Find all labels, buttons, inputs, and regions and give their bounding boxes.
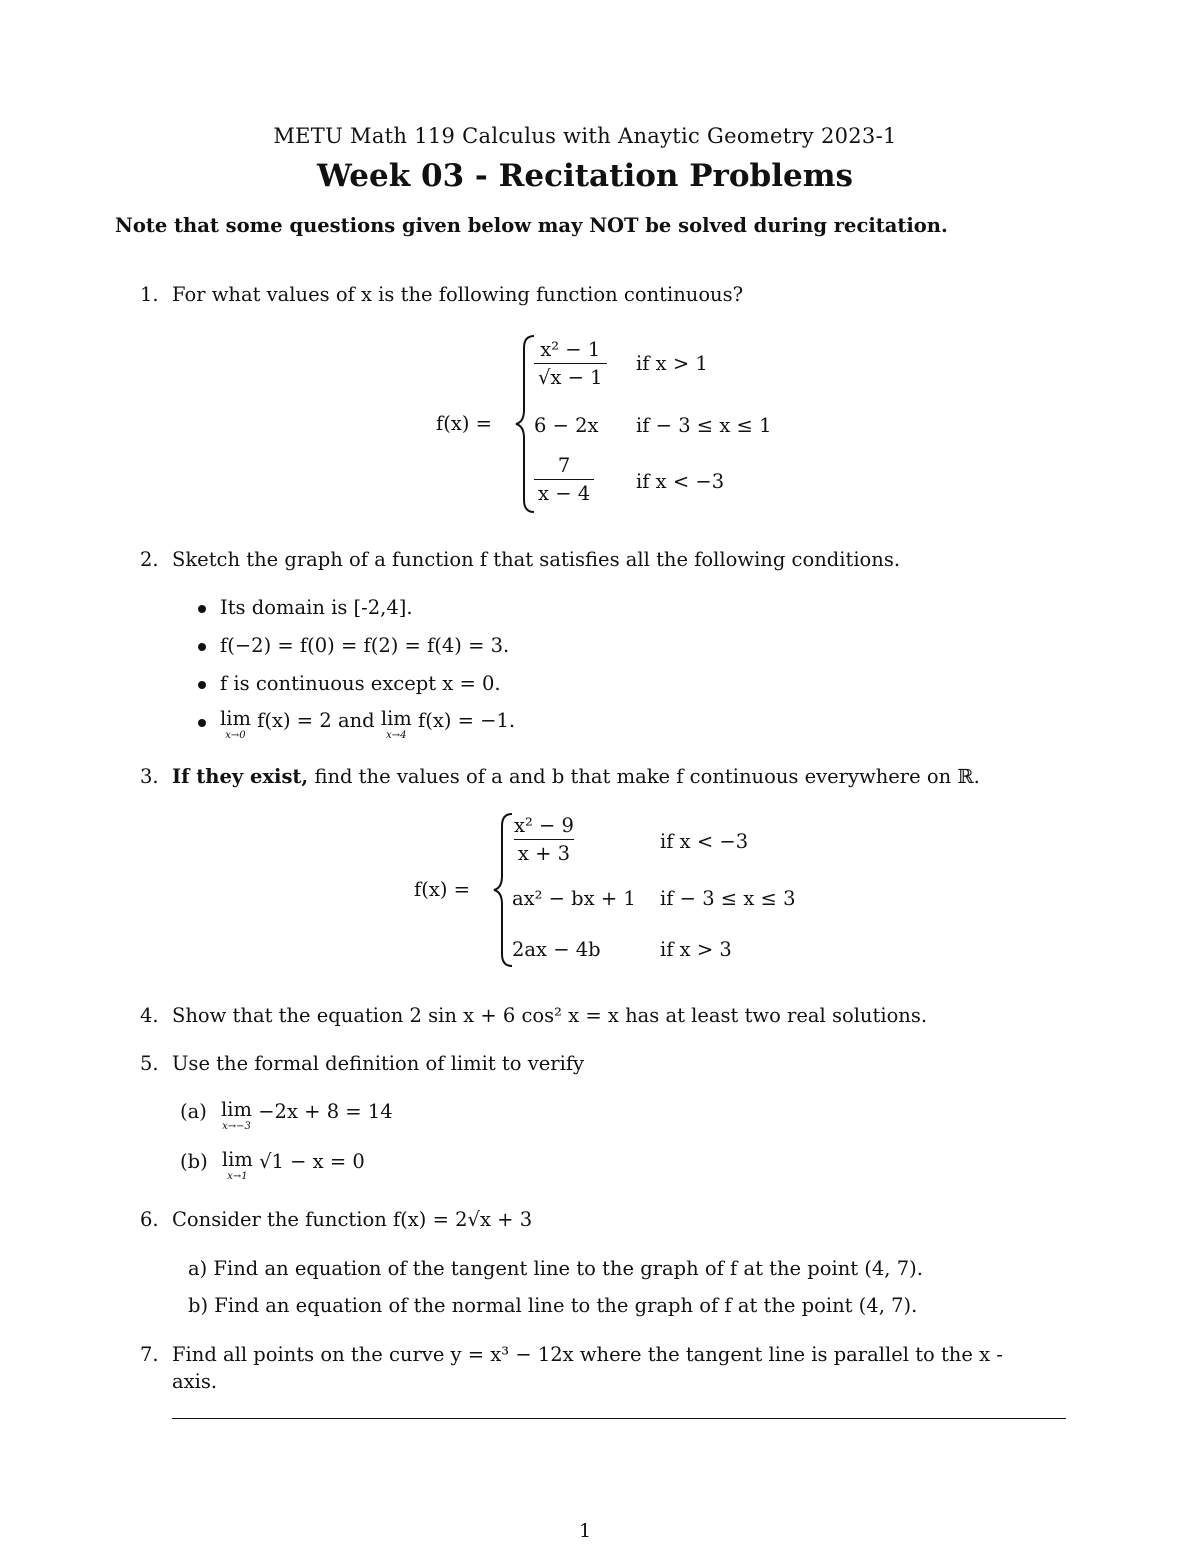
question-4-text: Show that the equation 2 sin x + 6 cos² x = x has at least two real solutions. — [172, 1004, 928, 1027]
q1-piece-1-num: x² − 1 — [540, 338, 601, 361]
q2-lim-1-expr: f(x) = 2 and — [257, 709, 375, 732]
q3-piece-2-cond: if − 3 ≤ x ≤ 3 — [660, 887, 796, 910]
question-3-number: 3. — [140, 765, 159, 788]
q2-lim-1: lim — [220, 707, 251, 730]
question-5-text: Use the formal definition of limit to verify — [172, 1052, 585, 1075]
q1-piece-3-num: 7 — [557, 454, 571, 477]
question-6-number: 6. — [140, 1208, 159, 1231]
q5-part-a-sub: x→−3 — [222, 1120, 251, 1132]
q5-part-b — [180, 1150, 365, 1182]
q1-piece-1-fraction — [534, 338, 607, 389]
question-7-text-cont: axis. — [172, 1370, 218, 1393]
q3-piece-1-den: x + 3 — [514, 839, 574, 865]
q1-piece-1-den: √x − 1 — [534, 363, 607, 389]
q2-lim-2: lim — [380, 707, 412, 730]
q5-part-b-label: (b) — [180, 1150, 208, 1173]
q5-part-b-lim: lim — [221, 1148, 253, 1171]
question-7-text: Find all points on the curve y = x³ − 12x where the tangent line is parallel to the x - — [172, 1343, 1003, 1366]
q3-bold-lead: If they exist, — [172, 765, 309, 788]
q5-part-a-expr: −2x + 8 = 14 — [258, 1100, 393, 1123]
q3-text-rest: find the values of a and b that make f continuous everywhere on ℝ. — [314, 765, 980, 788]
page-number: 1 — [578, 1520, 592, 1542]
question-1-text: For what values of x is the following function continuous? — [172, 283, 744, 306]
bullet-icon — [198, 643, 206, 651]
question-2-number: 2. — [140, 548, 159, 571]
q3-piece-3-expr: 2ax − 4b — [512, 938, 601, 961]
question-5-number: 5. — [140, 1052, 159, 1075]
q2-bullet-3: f is continuous except x = 0. — [220, 672, 501, 695]
q1-lhs: f(x) = — [436, 412, 492, 435]
q3-piece-1-num: x² − 9 — [514, 814, 574, 837]
q2-bullet-1: Its domain is [-2,4]. — [220, 596, 413, 619]
q1-piece-3-den: x − 4 — [534, 479, 594, 505]
recitation-note: Note that some questions given below may NOT be solved during recitation. — [115, 214, 948, 237]
bullet-icon — [198, 681, 206, 689]
question-1-number: 1. — [140, 283, 159, 306]
q5-part-a — [180, 1100, 393, 1132]
q5-part-a-lim: lim — [221, 1098, 253, 1121]
course-title: METU Math 119 Calculus with Anaytic Geometry 2023-1 — [273, 124, 897, 148]
q2-bullet-4 — [220, 709, 515, 741]
q5-part-b-expr: √1 − x = 0 — [259, 1150, 365, 1173]
q1-piece-2-cond: if − 3 ≤ x ≤ 1 — [636, 414, 772, 437]
question-2-text: Sketch the graph of a function f that satisfies all the following conditions. — [172, 548, 901, 571]
question-6-text: Consider the function f(x) = 2√x + 3 — [172, 1208, 533, 1231]
q6-part-b: b) Find an equation of the normal line to the graph of f at the point (4, 7). — [188, 1294, 918, 1317]
question-3-text — [172, 765, 980, 788]
q2-lim-2-expr: f(x) = −1. — [418, 709, 516, 732]
q1-piece-1-cond: if x > 1 — [636, 352, 708, 375]
q1-piece-2-expr: 6 − 2x — [534, 414, 599, 437]
question-4-number: 4. — [140, 1004, 159, 1027]
question-7-number: 7. — [140, 1343, 159, 1366]
q5-part-a-label: (a) — [180, 1100, 207, 1123]
q2-lim-2-sub: x→4 — [386, 729, 407, 741]
end-rule — [172, 1418, 1066, 1419]
q2-bullet-2: f(−2) = f(0) = f(2) = f(4) = 3. — [220, 634, 510, 657]
bullet-icon — [198, 719, 206, 727]
q1-piece-3-cond: if x < −3 — [636, 470, 725, 493]
q3-lhs: f(x) = — [414, 878, 470, 901]
q5-part-b-sub: x→1 — [227, 1170, 248, 1182]
q2-lim-1-sub: x→0 — [225, 729, 246, 741]
q3-piece-1-fraction — [510, 814, 578, 865]
q6-part-a: a) Find an equation of the tangent line to the graph of f at the point (4, 7). — [188, 1257, 923, 1280]
bullet-icon — [198, 605, 206, 613]
q3-piece-1-cond: if x < −3 — [660, 830, 749, 853]
page-title: Week 03 - Recitation Problems — [317, 158, 853, 194]
q3-piece-3-cond: if x > 3 — [660, 938, 732, 961]
q3-piece-2-expr: ax² − bx + 1 — [512, 887, 636, 910]
q1-piece-3-fraction — [534, 454, 594, 505]
